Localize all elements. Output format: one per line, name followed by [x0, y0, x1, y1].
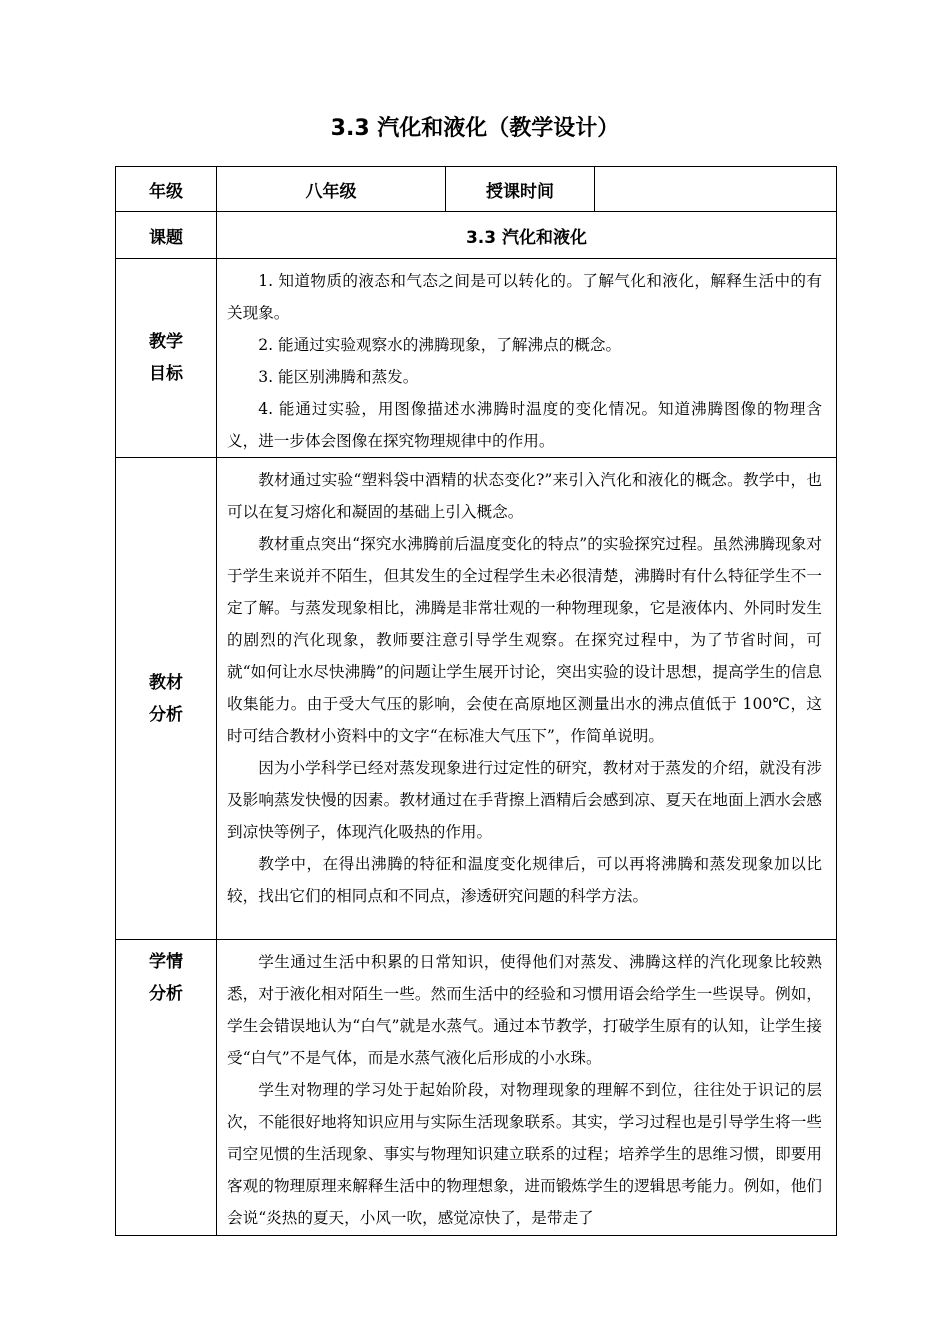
- student-analysis-label-line2: 分析: [149, 984, 183, 1004]
- textbook-analysis-label: [116, 458, 217, 940]
- objectives-label-line1: 教学: [149, 332, 183, 352]
- document-title: 3.3 汽化和液化（教学设计）: [330, 116, 620, 141]
- objective-paragraph: 1. 知道物质的液态和气态之间是可以转化的。了解气化和液化，解释生活中的有关现象。: [227, 272, 822, 322]
- topic-value: 3.3 汽化和液化: [217, 212, 837, 259]
- student-paragraph: 学生对物理的学习处于起始阶段，对物理现象的理解不到位，往往处于识记的层次，不能很好地将知识应用与实际生活现象联系。其实，学习过程也是引导学生将一些司空见惯的生活现象、事实与物理知识建立联系的过程；培养学生的思维习惯，即要用客观的物理原理来解释生活中的物理想象，进而锻炼学生的逻辑思考能力。例如，他们会说“炎热的夏天，小风一吹，感觉凉快了，是带走了: [227, 1081, 822, 1227]
- topic-label: 课题: [116, 212, 217, 259]
- objectives-label: [116, 259, 217, 458]
- student-analysis-row: [116, 940, 837, 1236]
- student-analysis-label: [116, 940, 217, 1236]
- header-row: [116, 167, 837, 212]
- textbook-analysis-content: [217, 458, 837, 940]
- objectives-row: [116, 259, 837, 458]
- grade-value: 八年级: [217, 167, 446, 212]
- analysis-paragraph: 教学中，在得出沸腾的特征和温度变化规律后，可以再将沸腾和蒸发现象加以比较，找出它们的相同点和不同点，渗透研究问题的科学方法。: [227, 855, 822, 905]
- objectives-label-line2: 目标: [149, 364, 183, 384]
- objective-paragraph: 4. 能通过实验，用图像描述水沸腾时温度的变化情况。知道沸腾图像的物理含义，进一步体会图像在探究物理规律中的作用。: [227, 400, 822, 450]
- student-analysis-label-line1: 学情: [149, 952, 183, 972]
- analysis-paragraph: 教材通过实验“塑料袋中酒精的状态变化?”来引入汽化和液化的概念。教学中，也可以在复习熔化和凝固的基础上引入概念。: [227, 471, 822, 521]
- textbook-analysis-label-line1: 教材: [149, 672, 183, 693]
- time-label: 授课时间: [446, 167, 595, 212]
- topic-row: [116, 212, 837, 259]
- analysis-paragraph: 因为小学科学已经对蒸发现象进行过定性的研究，教材对于蒸发的介绍，就没有涉及影响蒸发快慢的因素。教材通过在手背擦上酒精后会感到凉、夏天在地面上洒水会感到凉快等例子，体现汽化吸热的作用。: [227, 759, 822, 841]
- student-analysis-content: [217, 940, 837, 1236]
- analysis-paragraph: 教材重点突出“探究水沸腾前后温度变化的特点”的实验探究过程。虽然沸腾现象对于学生来说并不陌生，但其发生的全过程学生未必很清楚，沸腾时有什么特征学生不一定了解。与蒸发现象相比，沸腾是非常壮观的一种物理现象，它是液体内、外同时发生的剧烈的汽化现象，教师要注意引导学生观察。在探究过程中，为了节省时间，可就“如何让水尽快沸腾”的问题让学生展开讨论，突出实验的设计思想，提高学生的信息收集能力。由于受大气压的影响，会使在高原地区测量出水的沸点值低于 100℃，这时可结合教材小资料中的文字“在标准大气压下”，作简单说明。: [227, 535, 822, 745]
- student-paragraph: 学生通过生活中积累的日常知识，使得他们对蒸发、沸腾这样的汽化现象比较熟悉，对于液化相对陌生一些。然而生活中的经验和习惯用语会给学生一些误导。例如，学生会错误地认为“白气”就是水蒸气。通过本节教学，打破学生原有的认知，让学生接受“白气”不是气体，而是水蒸气液化后形成的小水珠。: [227, 953, 822, 1067]
- objectives-content: [217, 259, 837, 458]
- lesson-plan-table: [115, 166, 837, 1236]
- objective-paragraph: 3. 能区别沸腾和蒸发。: [258, 368, 419, 386]
- objective-paragraph: 2. 能通过实验观察水的沸腾现象，了解沸点的概念。: [258, 336, 622, 354]
- grade-label: 年级: [116, 167, 217, 212]
- textbook-analysis-label-line2: 分析: [149, 704, 183, 725]
- time-value: [595, 167, 837, 212]
- textbook-analysis-row: [116, 458, 837, 940]
